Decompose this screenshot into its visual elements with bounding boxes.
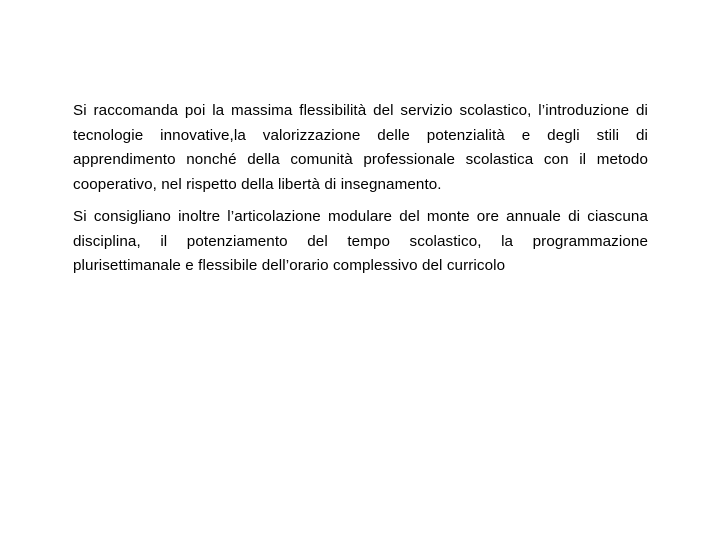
paragraph-modular-organization: Si consigliano inoltre l’articolazione modulare del monte ore annuale di ciascuna disciplina, il potenziamento del tempo scolastico, la programmazione plurisettimanale e flessibile dell’orario complessivo del curricolo xyxy=(73,208,648,274)
paragraph-flexibility: Si raccomanda poi la massima flessibilità del servizio scolastico, l’introduzione di tecnologie innovative,la valorizzazione delle potenzialità e degli stili di apprendimento nonché della comunità professionale scolastica con il metodo cooperativo, nel rispetto della libertà di insegnamento. xyxy=(73,102,648,193)
body-text xyxy=(73,99,648,279)
